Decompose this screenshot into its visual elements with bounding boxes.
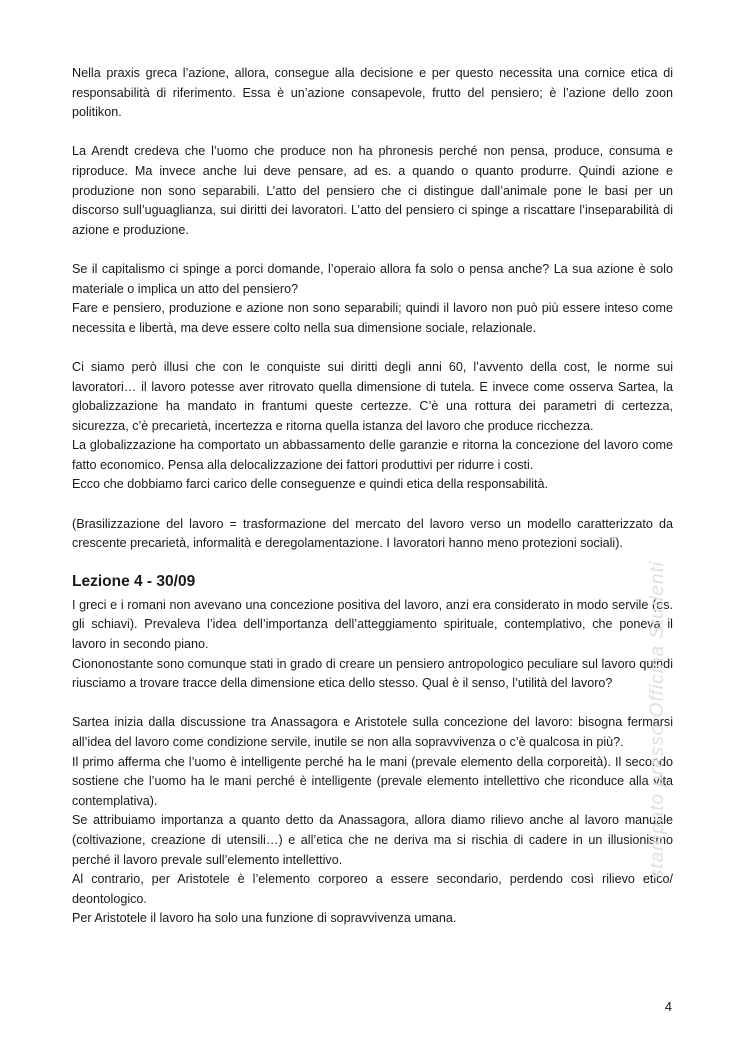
paragraph-al-contrario: Al contrario, per Aristotele è l’elemento corporeo a essere secondario, perdendo così rilievo etico/ deontologico. [72,872,673,906]
paragraph-responsabilita: Ecco che dobbiamo farci carico delle conseguenze e quindi etica della responsabilità. [72,477,549,492]
paragraph-greci-romani: I greci e i romani non avevano una concezione positiva del lavoro, anzi era considerato in modo servile (es. gli schiavi). Prevaleva l’idea dell’importanza dell’atteggiamento spirituale, contemplativo, che poneva il lavoro in secondo piano. [72,597,673,652]
paragraph-anassagora: Se attribuiamo importanza a quanto detto da Anassagora, allora diamo rilievo anche al lavoro manuale (coltivazione, creazione di utensili…) e all’etica che ne deriva ma si rischia di cadere in un illusionismo perché il lavoro prevale sull’elemento intellettivo. [72,813,673,867]
paragraph-conquiste: Ci siamo però illusi che con le conquiste sui diritti degli anni 60, l’avvento della cost, le norme sui lavoratori… il lavoro potesse aver ritrovato quella dimensione di tutela. E invece come osserva Sartea, la globalizzazione ha mandato in frantumi queste certezze. C’è una rottura dei parametri di certezza, sicurezza, c’è precarietà, incertezza e ritorna quella istanza del lavoro che produce ricchezza. [72,359,673,433]
watermark-text: stampato presso Officina Studenti [647,560,668,880]
watermark [628,520,688,920]
paragraph-aristotele: Per Aristotele il lavoro ha solo una funzione di sopravvivenza umana. [72,911,457,926]
paragraph-praxis: Nella praxis greca l’azione, allora, consegue alla decisione e per questo necessita una cornice etica di responsabilità di riferimento. Essa è un’azione consapevole, frutto del pensiero; è l’azione dello zoon politikon. [72,66,673,120]
paragraph-brasilizzazione: (Brasilizzazione del lavoro = trasformazione del mercato del lavoro verso un modello caratterizzato da crescente precarietà, informalità e deregolamentazione. I lavoratori hanno meno protezioni sociali). [72,516,673,551]
paragraph-sartea: Sartea inizia dalla discussione tra Anassagora e Aristotele sulla concezione del lavoro: bisogna fermarsi all’idea del lavoro come condizione servile, inutile se non alla sopravvivenza o c’è qualcosa in più?. [72,715,673,749]
paragraph-ciononostante: Ciononostante sono comunque stati in grado di creare un pensiero antropologico peculiare sul lavoro quindi riusciamo a trovare tracce della dimensione etica dello stesso. Qual è il senso, l’utilità del lavoro? [72,656,673,691]
paragraph-primo-afferma: Il primo afferma che l’uomo è intelligente perché ha le mani (prevale elemento della corporeità). Il secondo sostiene che l’uomo ha le mani perché è intelligente (prevale elemento intellettivo che riconduce alla vita contemplativa). [72,754,673,808]
page-number: 4 [664,999,672,1014]
paragraph-fare-pensiero: Fare e pensiero, produzione e azione non sono separabili; quindi il lavoro non può più essere inteso come necessita e libertà, ma deve essere colto nella sua dimensione sociale, relazionale. [72,301,673,335]
paragraph-globalizzazione: La globalizzazione ha comportato un abbassamento delle garanzie e ritorna la concezione del lavoro come fatto economico. Pensa alla delocalizzazione dei fattori produttivi per ridurre i costi. [72,438,673,472]
section-heading: Lezione 4 - 30/09 [72,572,196,590]
paragraph-arendt: La Arendt credeva che l’uomo che produce non ha phronesis perché non pensa, produce, consuma e riproduce. Ma invece anche lui deve pensare, ad es. a quando o quanto produrre. Quindi azione e produzione non sono separabili. L’atto del pensiero che ci distingue dall’animale pone le basi per un discorso sull’uguaglianza, sui diritti dei lavoratori. L’atto del pensiero ci spinge a riscattare l’inseparabilità di azione e produzione. [72,144,673,237]
page-content [72,64,673,929]
paragraph-capitalismo: Se il capitalismo ci spinge a porci domande, l’operaio allora fa solo o pensa anche? La sua azione è solo materiale o implica un atto del pensiero? [72,261,673,296]
